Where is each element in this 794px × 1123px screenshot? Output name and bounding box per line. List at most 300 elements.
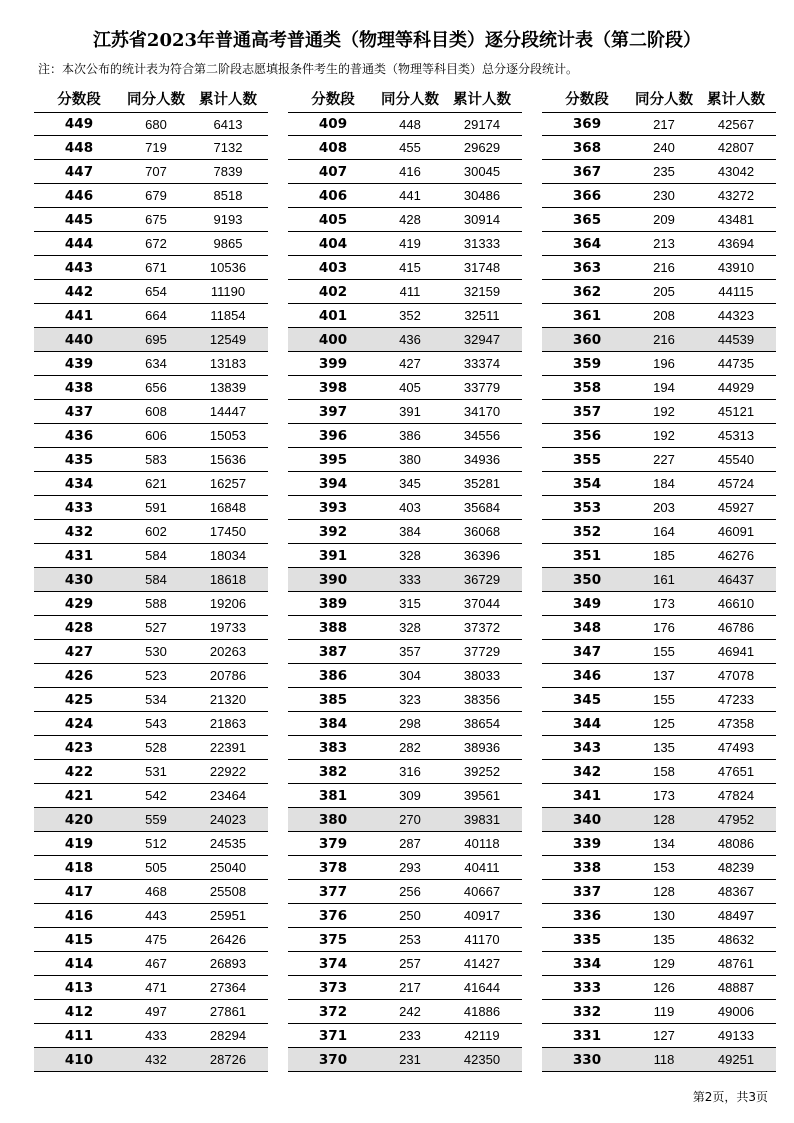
- table-row: [34, 616, 268, 640]
- table-row: [34, 808, 268, 832]
- cumulative-count-cell: 9193: [213, 212, 243, 227]
- cumulative-count-cell: 38654: [463, 716, 501, 731]
- cumulative-count-cell: 9865: [213, 236, 243, 251]
- score-cell: 365: [572, 211, 602, 228]
- score-cell: 391: [318, 547, 348, 564]
- table-row: [34, 448, 268, 472]
- score-cell: 345: [572, 691, 602, 708]
- same-score-count-cell: 528: [145, 740, 167, 755]
- cumulative-count-cell: 40917: [463, 908, 501, 923]
- same-score-count-cell: 584: [145, 572, 167, 587]
- cumulative-count-cell: 40118: [464, 836, 500, 851]
- table-row: [542, 952, 776, 976]
- same-score-count-cell: 403: [399, 500, 421, 515]
- cumulative-count-cell: 44323: [717, 308, 755, 323]
- same-score-count-cell: 128: [653, 812, 675, 827]
- table-row: [542, 520, 776, 544]
- same-score-count-cell: 196: [653, 356, 675, 371]
- same-score-count-cell: 695: [145, 332, 167, 347]
- table-row: [34, 664, 268, 688]
- cumulative-count-cell: 41427: [463, 956, 501, 971]
- same-score-count-cell: 134: [653, 836, 675, 851]
- cumulative-count-cell: 24023: [209, 812, 247, 827]
- table-row: [288, 880, 522, 904]
- score-cell: 344: [572, 715, 602, 732]
- same-score-count-cell: 164: [653, 524, 675, 539]
- same-score-count-cell: 468: [145, 884, 167, 899]
- same-score-count-cell: 217: [399, 980, 421, 995]
- header-cell: 累计人数: [707, 91, 765, 108]
- table-row: [288, 952, 522, 976]
- cumulative-count-cell: 11190: [210, 284, 246, 299]
- same-score-count-cell: 583: [145, 452, 167, 467]
- same-score-count-cell: 333: [399, 572, 421, 587]
- table-row: [542, 112, 776, 136]
- same-score-count-cell: 155: [653, 644, 675, 659]
- table-note: 注：本次公布的统计表为符合第二阶段志愿填报条件考生的普通类（物理等科目类）总分逐分段统计。: [38, 62, 579, 76]
- score-cell: 387: [318, 643, 348, 660]
- cumulative-count-cell: 29629: [463, 140, 501, 155]
- score-cell: 372: [318, 1003, 348, 1020]
- score-cell: 332: [572, 1003, 602, 1020]
- same-score-count-cell: 216: [653, 260, 675, 275]
- score-cell: 336: [572, 907, 602, 924]
- cumulative-count-cell: 36068: [463, 524, 501, 539]
- same-score-count-cell: 213: [653, 236, 675, 251]
- same-score-count-cell: 671: [145, 260, 167, 275]
- same-score-count-cell: 654: [145, 284, 167, 299]
- cumulative-count-cell: 47233: [717, 692, 755, 707]
- table-row: [542, 544, 776, 568]
- same-score-count-cell: 298: [399, 716, 421, 731]
- same-score-count-cell: 287: [399, 836, 421, 851]
- cumulative-count-cell: 30914: [463, 212, 501, 227]
- table-row: [34, 520, 268, 544]
- score-cell: 419: [64, 835, 94, 852]
- table-row: [34, 592, 268, 616]
- score-cell: 399: [318, 355, 348, 372]
- table-header: [542, 84, 776, 112]
- header-cell: 同分人数: [635, 91, 693, 108]
- table-row: [288, 232, 522, 256]
- same-score-count-cell: 250: [399, 908, 421, 923]
- table-row: [34, 184, 268, 208]
- table-row: [34, 640, 268, 664]
- same-score-count-cell: 680: [145, 116, 167, 132]
- table-row: [542, 592, 776, 616]
- cumulative-count-cell: 25951: [209, 908, 247, 923]
- cumulative-count-cell: 27861: [209, 1004, 247, 1019]
- score-cell: 401: [318, 307, 348, 324]
- table-row: [34, 328, 268, 352]
- cumulative-count-cell: 43272: [717, 188, 755, 203]
- cumulative-count-cell: 32511: [464, 308, 500, 323]
- same-score-count-cell: 203: [653, 500, 675, 515]
- header-cell: 同分人数: [127, 91, 185, 108]
- table-row: [542, 376, 776, 400]
- cumulative-count-cell: 49251: [717, 1052, 755, 1067]
- cumulative-count-cell: 48887: [717, 980, 755, 995]
- score-cell: 432: [64, 523, 94, 540]
- same-score-count-cell: 158: [653, 764, 675, 779]
- table-row: [288, 400, 522, 424]
- table-row: [288, 280, 522, 304]
- score-cell: 409: [318, 116, 348, 132]
- table-row: [288, 784, 522, 808]
- table-row: [542, 784, 776, 808]
- table-row: [542, 1024, 776, 1048]
- score-cell: 429: [64, 595, 94, 612]
- score-cell: 433: [64, 499, 94, 516]
- same-score-count-cell: 448: [399, 116, 421, 132]
- score-cell: 386: [318, 667, 348, 684]
- cumulative-count-cell: 34170: [463, 404, 501, 419]
- cumulative-count-cell: 40411: [464, 860, 500, 875]
- cumulative-count-cell: 41886: [463, 1004, 501, 1019]
- table-row: [288, 664, 522, 688]
- same-score-count-cell: 527: [145, 620, 167, 635]
- score-cell: 438: [64, 379, 94, 396]
- same-score-count-cell: 216: [653, 332, 675, 347]
- cumulative-count-cell: 48367: [717, 884, 755, 899]
- table-row: [288, 832, 522, 856]
- score-cell: 394: [318, 475, 348, 492]
- same-score-count-cell: 543: [145, 716, 167, 731]
- cumulative-count-cell: 47358: [717, 716, 755, 731]
- table-row: [34, 1000, 268, 1024]
- table-row: [288, 448, 522, 472]
- table-row: [542, 856, 776, 880]
- score-cell: 395: [318, 451, 348, 468]
- score-cell: 424: [64, 715, 94, 732]
- score-cell: 379: [318, 835, 348, 852]
- table-row: [288, 568, 522, 592]
- score-cell: 353: [572, 499, 602, 516]
- table-row: [542, 568, 776, 592]
- same-score-count-cell: 185: [653, 548, 675, 563]
- same-score-count-cell: 323: [399, 692, 421, 707]
- cumulative-count-cell: 21320: [209, 692, 247, 707]
- table-row: [288, 472, 522, 496]
- score-cell: 338: [572, 859, 602, 876]
- score-cell: 363: [572, 259, 602, 276]
- cumulative-count-cell: 18618: [209, 572, 247, 587]
- cumulative-count-cell: 16848: [209, 500, 247, 515]
- score-cell: 381: [318, 787, 348, 804]
- score-cell: 377: [318, 883, 348, 900]
- table-row: [34, 832, 268, 856]
- table-row: [542, 232, 776, 256]
- score-cell: 342: [572, 763, 602, 780]
- cumulative-count-cell: 47952: [717, 812, 755, 827]
- score-cell: 333: [572, 979, 602, 996]
- table-row: [288, 1048, 522, 1072]
- cumulative-count-cell: 42567: [717, 116, 755, 132]
- cumulative-count-cell: 25508: [209, 884, 247, 899]
- score-cell: 407: [318, 163, 348, 180]
- cumulative-count-cell: 30486: [463, 188, 501, 203]
- score-cell: 383: [318, 739, 348, 756]
- cumulative-count-cell: 18034: [209, 548, 247, 563]
- table-row: [34, 304, 268, 328]
- same-score-count-cell: 176: [653, 620, 675, 635]
- same-score-count-cell: 428: [399, 212, 421, 227]
- same-score-count-cell: 542: [145, 788, 167, 803]
- cumulative-count-cell: 32159: [463, 284, 501, 299]
- score-cell: 368: [572, 139, 602, 156]
- same-score-count-cell: 282: [399, 740, 421, 755]
- same-score-count-cell: 118: [653, 1052, 675, 1067]
- score-cell: 392: [318, 523, 348, 540]
- cumulative-count-cell: 19733: [209, 620, 247, 635]
- score-cell: 398: [318, 379, 348, 396]
- cumulative-count-cell: 37729: [463, 644, 501, 659]
- same-score-count-cell: 467: [145, 956, 167, 971]
- score-cell: 357: [572, 403, 602, 420]
- same-score-count-cell: 656: [145, 380, 167, 395]
- same-score-count-cell: 205: [653, 284, 675, 299]
- table-row: [542, 688, 776, 712]
- cumulative-count-cell: 21863: [209, 716, 247, 731]
- score-cell: 346: [572, 667, 602, 684]
- same-score-count-cell: 471: [145, 980, 167, 995]
- table-row: [542, 424, 776, 448]
- table-row: [288, 496, 522, 520]
- score-cell: 439: [64, 355, 94, 372]
- same-score-count-cell: 672: [145, 236, 167, 251]
- score-cell: 355: [572, 451, 602, 468]
- score-cell: 352: [572, 523, 602, 540]
- table-row: [34, 760, 268, 784]
- cumulative-count-cell: 25040: [209, 860, 247, 875]
- table-row: [288, 808, 522, 832]
- cumulative-count-cell: 45927: [717, 500, 755, 515]
- table-row: [34, 1024, 268, 1048]
- table-row: [34, 952, 268, 976]
- table-row: [542, 760, 776, 784]
- table-row: [542, 328, 776, 352]
- score-cell: 339: [572, 835, 602, 852]
- table-header: [288, 84, 522, 112]
- cumulative-count-cell: 41644: [463, 980, 501, 995]
- cumulative-count-cell: 29174: [463, 116, 501, 132]
- score-cell: 417: [64, 883, 94, 900]
- cumulative-count-cell: 47078: [717, 668, 755, 683]
- cumulative-count-cell: 48239: [717, 860, 755, 875]
- table-row: [34, 160, 268, 184]
- table-row: [34, 784, 268, 808]
- table-row: [34, 376, 268, 400]
- table-row: [288, 760, 522, 784]
- table-row: [542, 712, 776, 736]
- cumulative-count-cell: 43481: [717, 212, 755, 227]
- same-score-count-cell: 128: [653, 884, 675, 899]
- cumulative-count-cell: 48086: [717, 836, 755, 851]
- score-cell: 385: [318, 691, 348, 708]
- page-footer: 第2页，共3页: [692, 1090, 768, 1104]
- score-cell: 415: [64, 931, 94, 948]
- table-row: [34, 928, 268, 952]
- table-row: [542, 208, 776, 232]
- cumulative-count-cell: 14447: [209, 404, 247, 419]
- table-row: [288, 424, 522, 448]
- score-cell: 411: [64, 1027, 94, 1044]
- cumulative-count-cell: 46786: [717, 620, 755, 635]
- same-score-count-cell: 436: [399, 332, 421, 347]
- same-score-count-cell: 137: [653, 668, 675, 683]
- same-score-count-cell: 391: [399, 404, 421, 419]
- cumulative-count-cell: 13183: [209, 356, 247, 371]
- table-row: [34, 688, 268, 712]
- score-cell: 330: [572, 1051, 602, 1068]
- same-score-count-cell: 130: [653, 908, 675, 923]
- table-row: [34, 544, 268, 568]
- cumulative-count-cell: 43910: [717, 260, 755, 275]
- cumulative-count-cell: 45724: [717, 476, 755, 491]
- cumulative-count-cell: 33779: [463, 380, 501, 395]
- header-cell: 分数段: [311, 91, 355, 108]
- table-row: [542, 808, 776, 832]
- same-score-count-cell: 316: [399, 764, 421, 779]
- cumulative-count-cell: 45540: [717, 452, 755, 467]
- score-cell: 413: [64, 979, 94, 996]
- score-column-3: [542, 84, 776, 1072]
- cumulative-count-cell: 38936: [463, 740, 501, 755]
- cumulative-count-cell: 28726: [209, 1052, 247, 1067]
- table-row: [34, 712, 268, 736]
- score-cell: 382: [318, 763, 348, 780]
- score-cell: 351: [572, 547, 602, 564]
- same-score-count-cell: 257: [399, 956, 421, 971]
- score-cell: 400: [318, 331, 348, 348]
- table-row: [34, 472, 268, 496]
- same-score-count-cell: 530: [145, 644, 167, 659]
- table-row: [288, 928, 522, 952]
- score-column-2: [288, 84, 522, 1072]
- table-row: [542, 880, 776, 904]
- table-row: [288, 208, 522, 232]
- cumulative-count-cell: 34936: [463, 452, 501, 467]
- same-score-count-cell: 405: [399, 380, 421, 395]
- cumulative-count-cell: 31333: [463, 236, 501, 251]
- cumulative-count-cell: 39252: [463, 764, 501, 779]
- cumulative-count-cell: 15636: [209, 452, 247, 467]
- same-score-count-cell: 126: [653, 980, 675, 995]
- score-cell: 445: [64, 211, 94, 228]
- cumulative-count-cell: 38033: [463, 668, 501, 683]
- cumulative-count-cell: 7839: [213, 164, 243, 179]
- score-cell: 340: [572, 811, 602, 828]
- same-score-count-cell: 304: [399, 668, 421, 683]
- table-row: [542, 472, 776, 496]
- score-cell: 444: [64, 235, 94, 252]
- same-score-count-cell: 240: [653, 140, 675, 155]
- cumulative-count-cell: 26893: [209, 956, 247, 971]
- score-cell: 428: [64, 619, 94, 636]
- table-row: [288, 592, 522, 616]
- table-row: [542, 256, 776, 280]
- table-row: [288, 328, 522, 352]
- cumulative-count-cell: 20786: [209, 668, 247, 683]
- cumulative-count-cell: 35684: [463, 500, 501, 515]
- same-score-count-cell: 315: [399, 596, 421, 611]
- score-cell: 331: [572, 1027, 602, 1044]
- same-score-count-cell: 328: [399, 620, 421, 635]
- same-score-count-cell: 675: [145, 212, 167, 227]
- score-cell: 426: [64, 667, 94, 684]
- table-row: [288, 520, 522, 544]
- same-score-count-cell: 411: [399, 284, 421, 299]
- score-cell: 437: [64, 403, 94, 420]
- cumulative-count-cell: 12549: [209, 332, 247, 347]
- cumulative-count-cell: 6413: [213, 116, 243, 132]
- cumulative-count-cell: 46091: [717, 524, 755, 539]
- score-cell: 349: [572, 595, 602, 612]
- same-score-count-cell: 455: [399, 140, 421, 155]
- cumulative-count-cell: 42350: [463, 1052, 501, 1067]
- score-cell: 423: [64, 739, 94, 756]
- same-score-count-cell: 227: [653, 452, 675, 467]
- same-score-count-cell: 309: [399, 788, 421, 803]
- same-score-count-cell: 427: [399, 356, 421, 371]
- score-cell: 335: [572, 931, 602, 948]
- table-row: [34, 856, 268, 880]
- score-cell: 361: [572, 307, 602, 324]
- score-cell: 390: [318, 571, 348, 588]
- cumulative-count-cell: 32947: [463, 332, 501, 347]
- cumulative-count-cell: 46610: [717, 596, 755, 611]
- cumulative-count-cell: 46941: [717, 644, 755, 659]
- cumulative-count-cell: 49006: [717, 1004, 755, 1019]
- table-row: [34, 352, 268, 376]
- same-score-count-cell: 512: [145, 836, 167, 851]
- header-cell: 分数段: [565, 91, 609, 108]
- cumulative-count-cell: 39561: [463, 788, 501, 803]
- table-row: [34, 568, 268, 592]
- same-score-count-cell: 235: [653, 164, 675, 179]
- score-cell: 447: [64, 163, 94, 180]
- same-score-count-cell: 270: [399, 812, 421, 827]
- same-score-count-cell: 416: [399, 164, 421, 179]
- cumulative-count-cell: 48497: [717, 908, 755, 923]
- header-cell: 累计人数: [453, 91, 511, 108]
- cumulative-count-cell: 43042: [717, 164, 755, 179]
- same-score-count-cell: 357: [399, 644, 421, 659]
- score-cell: 441: [64, 307, 94, 324]
- table-header: [34, 84, 268, 112]
- same-score-count-cell: 352: [399, 308, 421, 323]
- cumulative-count-cell: 41170: [464, 932, 500, 947]
- same-score-count-cell: 184: [653, 476, 675, 491]
- cumulative-count-cell: 39831: [463, 812, 501, 827]
- table-row: [542, 640, 776, 664]
- same-score-count-cell: 242: [399, 1004, 421, 1019]
- score-cell: 408: [318, 139, 348, 156]
- cumulative-count-cell: 47651: [717, 764, 755, 779]
- same-score-count-cell: 380: [399, 452, 421, 467]
- cumulative-count-cell: 11854: [210, 308, 246, 323]
- table-row: [542, 1048, 776, 1072]
- same-score-count-cell: 192: [653, 404, 675, 419]
- score-cell: 440: [64, 331, 94, 348]
- cumulative-count-cell: 33374: [463, 356, 501, 371]
- cumulative-count-cell: 20263: [209, 644, 247, 659]
- same-score-count-cell: 588: [145, 596, 167, 611]
- cumulative-count-cell: 37372: [463, 620, 501, 635]
- same-score-count-cell: 505: [145, 860, 167, 875]
- same-score-count-cell: 253: [399, 932, 421, 947]
- table-row: [542, 904, 776, 928]
